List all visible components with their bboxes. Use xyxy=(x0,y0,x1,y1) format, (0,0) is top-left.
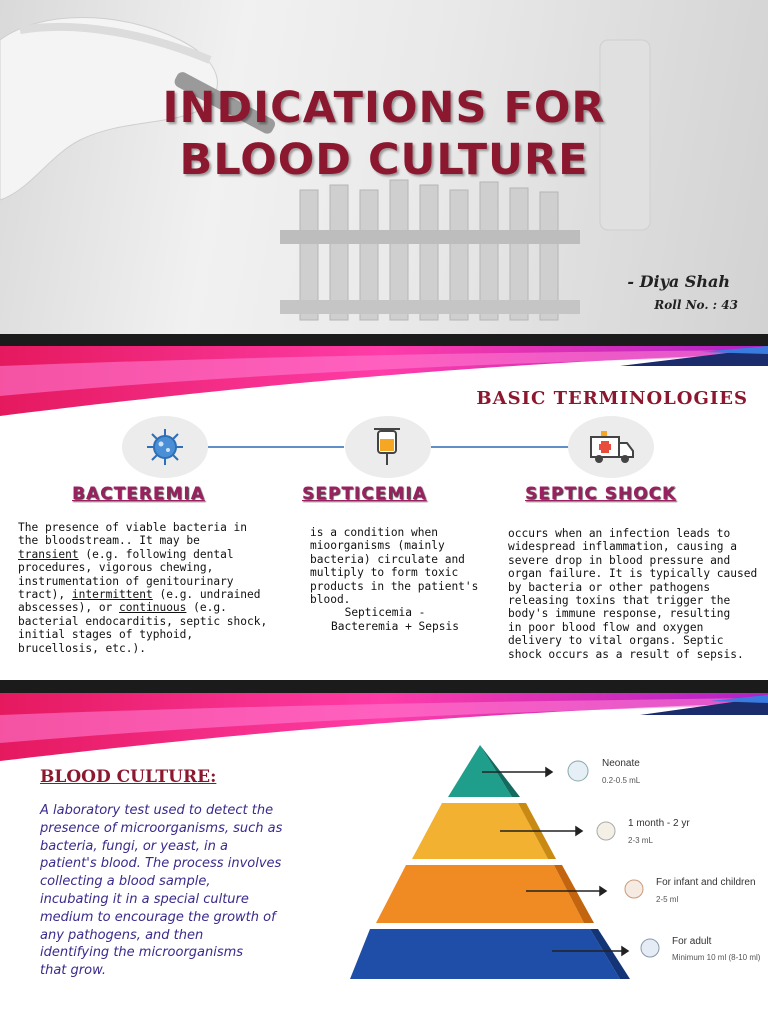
blood-culture-heading: BLOOD CULTURE: xyxy=(40,767,217,787)
title-slide xyxy=(0,0,768,334)
adult-volume: Minimum 10 ml (8-10 ml) xyxy=(672,953,761,962)
septic-shock-title: SEPTIC SHOCK xyxy=(525,484,677,504)
connector-line-1 xyxy=(208,446,344,448)
title-line-1: INDICATIONS FOR xyxy=(162,83,606,133)
ambulance-icon xyxy=(568,416,654,478)
month-2yr-label: 1 month - 2 yr xyxy=(628,818,690,829)
author-name: - Diya Shah xyxy=(627,272,730,291)
blood-culture-description: A laboratory test used to detect the presence of microorganisms, such as bacteria, fungi, or yeast, in a patient's blood. The process involves collecting a blood sample, incubating it in a special culture medium to encourage the growth of any pathogens, and then identifying the microorganisms that grow. xyxy=(40,803,283,979)
title-line-2: BLOOD CULTURE xyxy=(179,135,589,185)
infant-children-label: For infant and children xyxy=(656,877,756,888)
month-2yr-volume: 2-3 mL xyxy=(628,836,653,845)
septicemia-formula-line-2: Bacteremia + Sepsis xyxy=(331,619,459,633)
septicemia-title: SEPTICEMIA xyxy=(302,484,427,504)
bacteremia-description: The presence of viable bacteria in the bloodstream.. It may be transient (e.g. following dental procedures, vigorous chewing, instrumentation of genitourinary tract), intermittent (e.g. undrained abscesses), or continuous (e.g. bacterial endocarditis, septic shock, initial stages of typhoid, brucellosis, etc.). xyxy=(18,521,268,655)
bacteremia-title: BACTEREMIA xyxy=(72,484,205,504)
basic-terminologies-heading: BASIC TERMINOLOGIES xyxy=(476,388,748,409)
septic-shock-description: occurs when an infection leads to widespread inflammation, causing a severe drop in blood pressure and organ failure. It is typically caused by bacteria or other pathogens releasing toxins that trigger the body's immune response, resulting in poor blood flow and oxygen delivery to vital organs. Septic shock occurs as a result of sepsis. xyxy=(508,527,758,661)
infant-children-volume: 2-5 ml xyxy=(656,895,679,904)
neonate-volume: 0.2-0.5 mL xyxy=(602,776,641,785)
septicemia-formula-line-1: Septicemia - xyxy=(344,606,426,620)
neonate-label: Neonate xyxy=(602,758,640,769)
iv-drip-icon xyxy=(345,416,431,478)
roll-number: Roll No. : 43 xyxy=(654,298,738,312)
connector-line-2 xyxy=(431,446,571,448)
septicemia-description: is a condition when mioorganisms (mainly bacteria) circulate and multiply to form toxic products in the patient's blood. Septicemia - Bacteremia + Sepsis xyxy=(310,526,479,633)
adult-label: For adult xyxy=(672,936,712,947)
bacteria-icon xyxy=(122,416,208,478)
